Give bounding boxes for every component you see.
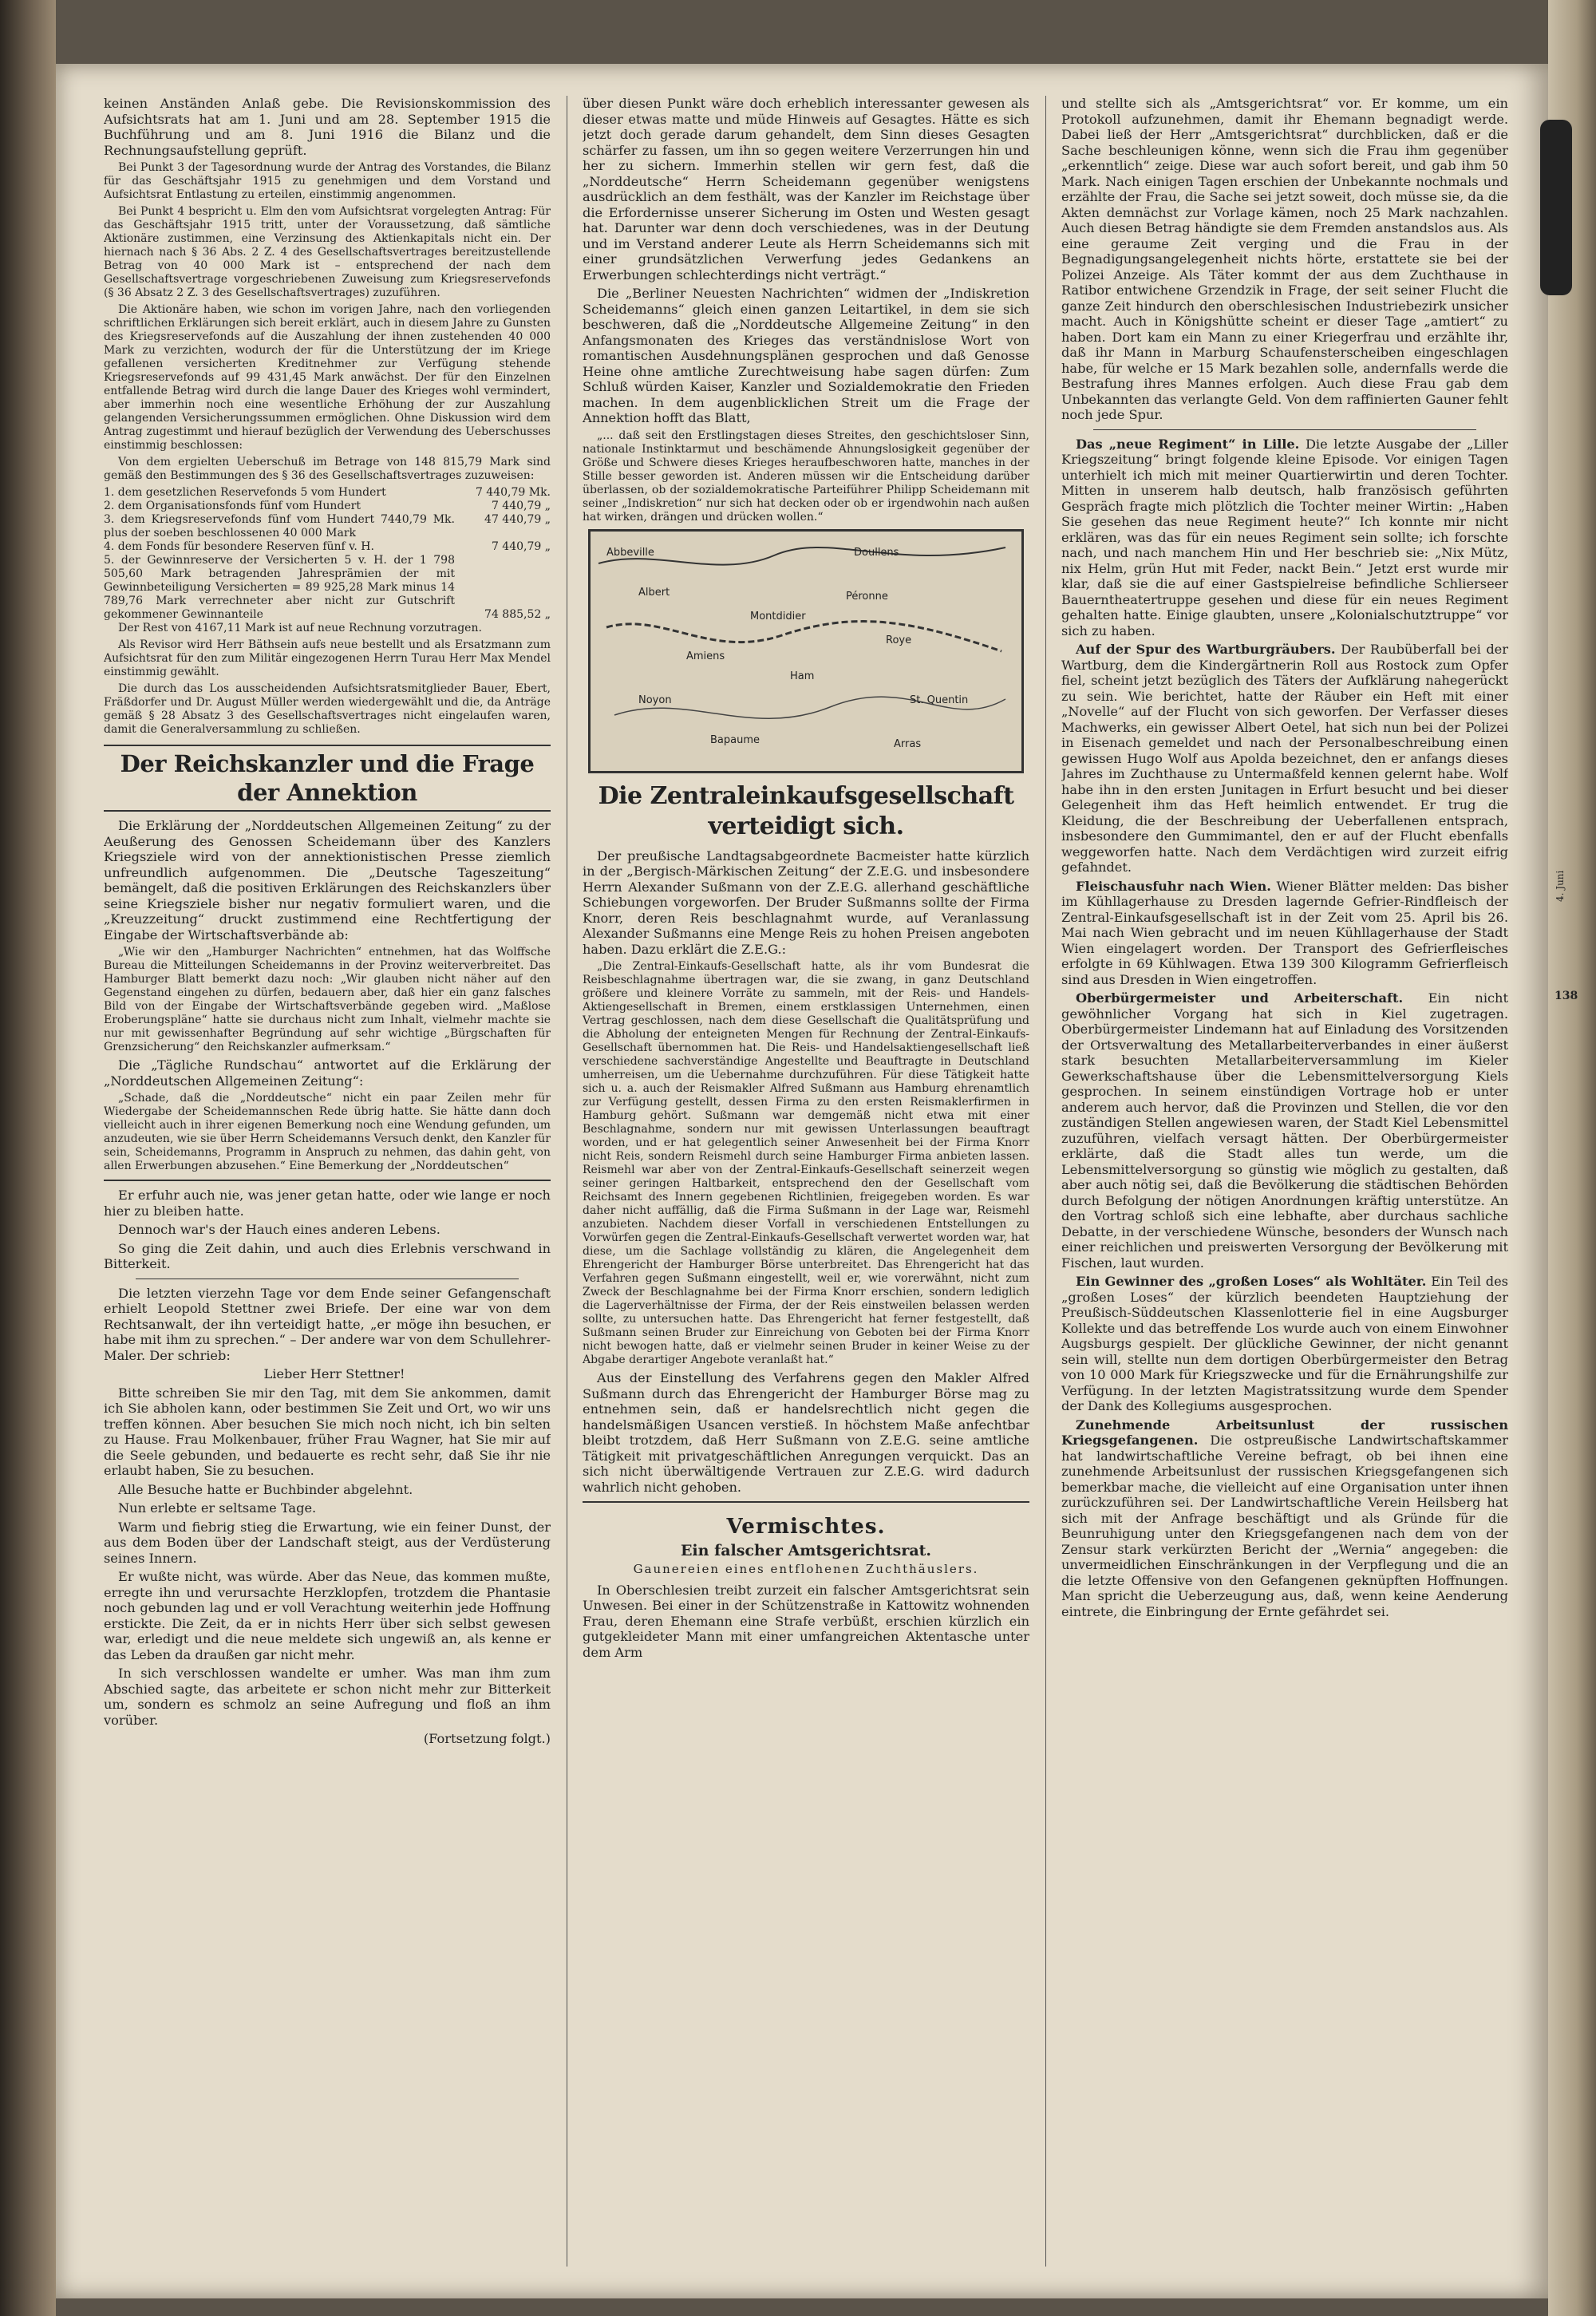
map-label: Abbeville [606,546,654,559]
paragraph: Der Rest von 4167,11 Mark ist auf neue Rechnung vorzutragen. [118,622,482,634]
paragraph: Der Raubüberfall bei der Wartburg, dem die Kindergärtnerin Roll aus Rostock zum Opfer fiel, scheint jetzt bezüglich des Täters der Aufklärung nahegerückt zu sein. Wie berichtet, hatte der Räuber ein Heft mit einer „Novelle“ auf der Flucht von sich geworfen. Der Verfasser dieses Machwerks, ein gewisser Albert Oetel, hat sich nun bei der Polizei in Eisenach gemeldet und nach der Personalbeschreibung einen gewissen Hugo Wolf aus Apolda bezeichnet, den er anfangs dieses Jahres im Zuchthause zu Untermaßfeld kennen gelernt habe. Wolf habe ihn in den ersten Junitagen in Erfurt besucht und bei dieser Gelegenheit ihm das Heft heimlich entwendet. Er trug die Kleidung, die der Beschreibung der Ueberfallenen entsprach, insbesondere den Gummimantel, den er auf der Flucht ebenfalls weggeworfen hatte. Nach dem Verdächtigen wird zurzeit eifrig gefahndet. [1061,642,1508,875]
item-value: 7 440,79 „ [491,540,551,553]
quote: „Wie wir den „Hamburger Nachrichten“ entnehmen, hat das Wolffsche Bureau die Mitteilungen Scheidemanns in der Provinz weiterverbreitet. Das Hamburger Blatt bemerkt dazu noch: „Wir glauben nicht näher auf den Gegenstand eingehen zu dürfen, bedauern aber, daß hier ein ganz falsches Bild von der Eingabe der Wirtschaftsverbände gegeben wird. „Maßlose Eroberungspläne“ hatte sie durchaus nicht zum Inhalt, vielmehr machte sie nur mit gewissenhafter Begründung auf sehr wichtige „Bürgschaften für Grenzsicherung“ den Reichskanzler aufmerksam.“ [104,946,551,1053]
story-text: Warm und fiebrig stieg die Erwartung, wie ein feiner Dunst, der aus dem Boden über der Landschaft steigt, aus der Verdüsterung seines Innern. [104,1519,551,1566]
headline: Der Reichskanzler und die Frage der Annektion [104,745,551,812]
run-in-title: Das „neue Regiment“ in Lille. [1076,436,1300,452]
quote: „... daß seit den Erstlingstagen dieses Streites, den geschichtsloser Sinn, nationale Instinktarmut und beschämende Ahnungslosigkeit gegenüber der Größe und Schwere dieses Krieges heraufbeschworen hatte, manches in der Stille besser geworden ist. Anderen müssen wir die Entscheidung darüber überlassen, ob der sozialdemokratische Parteiführer Philipp Scheidemann mit seiner „Indiskretion“ nur sich hat decken oder ob er irgendwohin nach außen hat wirken, drängen und drücken wollen.“ [583,429,1029,524]
item-value: 74 885,52 „ [484,608,551,621]
story-text: Er wußte nicht, was würde. Aber das Neue, das kommen mußte, erregte ihn und verursachte Herzklopfen, trotzdem die Phantasie noch gebunden lag und er voll Verachtung weiterhin jede Hoffnung erstickte. Die Zeit, da er in nichts Herr über sich selbst gewesen war, erledigt und die neue meldete sich ungewiß an, als kenne er das Leben da draußen gar nicht mehr. [104,1569,551,1662]
item-label: 4. dem Fonds für besondere Reserven fünf v. H. [104,540,374,553]
column-1 [104,96,551,2267]
map-label: Arras [894,737,922,750]
book-spine [0,0,56,2316]
run-in-title: Zunehmende Arbeitsunlust der russischen Kriegsgefangenen. [1061,1417,1508,1448]
paragraph: Als Revisor wird Herr Bäthsein aufs neue bestellt und als Ersatzmann zum Aufsichtsrat für den zum Militär eingezogenen Herrn Turau Herr Max Mendel einstimmig gewählt. [104,638,551,678]
map-label: Albert [638,586,670,599]
newspaper-page [56,64,1548,2298]
list-item [104,554,551,622]
story-text: So ging die Zeit dahin, und auch dies Erlebnis verschwand in Bitterkeit. [104,1240,551,1271]
item-label: 3. dem Kriegsreservefonds fünf vom Hundert 7440,79 Mk. plus der soeben beschlossenen 40 000 Mark [104,513,455,539]
map-label: Montdidier [750,610,806,622]
item-value: 7 440,79 Mk. [475,486,551,499]
quote: „Die Zentral-Einkaufs-Gesellschaft hatte, als ihr vom Bundesrat die Reisbeschlagnahme übertragen war, die sie zwang, in ganz Deutschland größere und kleinere Vorräte zu sammeln, mit der Reis- und Handels-Aktiengesellschaft in Bremen, einem erstklassigen Unternehmen, einen Vertrag geschlossen, nach dem diese Gesellschaft die Qualitätsprüfung und die Abholung der enteigneten Mengen für Rechnung der Zentral-Einkaufs-Gesellschaft übernommen hat. Die Reis- und Handelsaktiengesellschaft ließ verschiedene sachverständige Angestellte und Beauftragte in Deutschland umherreisen, um die Uebernahme durchzuführen. Für diese Tätigkeit hatte sich u. a. auch der Reismakler Alfred Sußmann aus Hamburg ehrenamtlich zur Verfügung gestellt, dessen Firma zu den ersten Reismaklerfirmen in Hamburg gehört. Sußmann war demgemäß nicht etwa mit einer Beschlagnahme, sondern nur mit gewissen Unterlassungen beauftragt worden, und er hat gelegentlich seiner Anwesenheit bei der Firma Knorr nicht Reis, sondern Reismehl durch seine Hamburger Firma anbieten lassen. Reismehl war aber von der Zentral-Einkaufs-Gesellschaft seinerzeit wegen seiner geringen Haltbarkeit, entsprechend den der Gesellschaft vom Reichsamt des Innern gegebenen Richtlinien, freigegeben worden. Es war daher nicht auffällig, daß die Firma Sußmann in der Lage war, Reismehl anzubieten. Nachdem dieser Vorfall in verschiedenen Entstellungen zu Vorwürfen gegen die Zentral-Einkaufs-Gesellschaft verwertet worden war, hat diese, um die Sachlage vollständig zu klären, die Angelegenheit dem Ehrengericht der Hamburger Börse unterbreitet. Das Ehrengericht hat das Verfahren gegen Sußmann eingestellt, weil er, wie vorerwähnt, nicht zum Zweck der Beschlagnahme bei der Firma Knorr erschien, sondern lediglich die Lagerverhältnisse der Firma, der der Reis einstweilen belassen werden sollte, zu untersuchen hatte. Das Ehrengericht hat ferner festgestellt, daß Sußmann seinen Bruder zur Einreichung von Geboten bei der Firma Knorr nicht bewogen hatte, daß er vielmehr seinen Bruder in keiner Weise zu der Abgabe derartiger Angebote veranlaßt hat.“ [583,960,1029,1366]
paragraph: Bei Punkt 4 bespricht u. Elm den vom Aufsichtsrat vorgelegten Antrag: Für das Geschäftsjahr 1915 tritt, unter der Voraussetzung, daß sämtliche Aktionäre zustimmen, eine Verzinsung des Aktienkapitals nicht ein. Der hiernach nach § 36 Abs. 2 Z. 4 des Gesellschaftsvertrages bereitzustellende Betrag von 40 000 Mark ist – entsprechend der nach dem Gesellschaftsvertrage vorgeschriebenen Zuweisung zum Kriegsreservefonds (§ 36 Absatz 2 Z. 3 des Gesellschaftsvertrages) zuzuführen. [104,205,551,299]
paragraph: Aus der Einstellung des Verfahrens gegen den Makler Alfred Sußmann durch das Ehrengericht der Hamburger Börse mag zu entnehmen sein, daß er handelsrechtlich nicht gegen die handelsmäßigen Usancen verstieß. In höchstem Maße anfechtbar bleibt trotzdem, daß Herr Sußmann von Z.E.G. seine amtliche Tätigkeit mit privatgeschäftlichen Anregungen verquickt. Das an sich nicht überwältigende Vertrauen zur Z.E.G. wird dadurch wahrlich nicht gehoben. [583,1370,1029,1495]
map-river [598,547,1005,565]
page-number-fragment: 138 [1555,990,1578,1002]
map-label: Amiens [686,650,725,662]
run-in-title: Auf der Spur des Wartburgräubers. [1076,642,1336,657]
list-item [104,540,551,554]
paragraph: Die Erklärung der „Norddeutschen Allgemeinen Zeitung“ zu der Aeußerung des Genossen Scheidemann über des Kanzlers Kriegsziele wird von der annektionistischen Presse ziemlich unfreundlich aufgenommen. Die „Deutsche Tageszeitung“ bemängelt, daß die positiven Erklärungen des Reichskanzlers über seine Kriegsziele bisher nur negativ formuliert waren, und die „Kreuzzeitung“ druckt zustimmend eine Rechtfertigung der Eingabe der Wirtschaftsverbände ab: [104,818,551,943]
divider [583,1501,1029,1503]
paragraph: Von dem ergielten Ueberschuß im Betrage von 148 815,79 Mark sind gemäß den Bestimmungen des § 36 des Gesellschaftsvertrages zuzuweisen: [104,456,551,482]
story-text: Dennoch war's der Hauch eines anderen Lebens. [118,1222,440,1237]
paragraph: In Oberschlesien treibt zurzeit ein falscher Amtsgerichtsrat sein Unwesen. Bei einer in der Schützenstraße in Kattowitz wohnenden Frau, deren Ehemann eine Strafe verbüßt, erschien kürzlich ein gutgekleideter Mann mit einer umfangreichen Aktentasche unter dem Arm [583,1582,1029,1660]
front-line [606,621,1001,650]
map-drawing [591,532,1017,766]
item-label: 1. dem gesetzlichen Reservefonds 5 vom Hundert [104,486,386,499]
paragraph: Ein nicht gewöhnlicher Vorgang hat sich in Kiel zugetragen. Oberbürgermeister Lindemann hat auf Einladung des Vorsitzenden der Ortsverwaltung des Metallarbeiterverbandes in einer äußerst stark besuchten Metallarbeiterversammlung im Kieler Gewerkschaftshause über die Lebensmittelversorgung Kiels gesprochen. In seinem einstündigen Vortrage hob er unter anderem auch hervor, daß die Provinzen und Stellen, die vor den zuständigen Stellen angewiesen waren, der Stadt Kiel Lebensmittel zuzuführen, vielfach versagt hätten. Der Oberbürgermeister erklärte, daß die Stadt alles tun werde, um die Lebensmittelversorgung so günstig wie möglich zu gestalten, daß aber auch nötig sei, daß die Bevölkerung die städtischen Behörden durch Befolgung der nötigen Anordnungen kräftig unterstütze. An den Vortrag schloß sich eine lebhafte, aber durchaus sachliche Debatte, in der verschiedene Wünsche, besonders der Wunsch nach einer reichlichen und preiswerten Versorgung der Bevölkerung mit Fischen, laut wurden. [1061,990,1508,1271]
next-page-edge [1548,0,1596,2316]
article-subtitle: Gaunereien eines entflohenen Zuchthäuslers. [633,1562,979,1576]
paragraph: Die letzte Ausgabe der „Liller Kriegszeitung“ bringt folgende kleine Episode. Vor einigen Tagen unterhielt ich mich mit meiner Quartierwirtin und deren Tochter. Mitten in unserem halb deutsch, halb französisch geführten Gespräch fragte mich plötzlich die Tochter meiner Wirtin: „Haben Sie gesehen das neue Regiment heute?“ Ich konnte mir nicht erklären, was das für ein neues Regiment sein sollte; ich forschte nach, und nach manchem Hin und Her beschrieb sie: „Nix Mütz, nix Helm, grün Hut mit Feder, nackt Bein.“ Jetzt erst wurde mir klar, daß sie die auf einer Gastspielreise befindliche Schlierseer Bauerntheatertruppe gesehen und diese für ein neues Regiment gehalten hatte. Einige glaubten, unsere „Kolonialschutztruppe“ vor sich zu haben. [1061,436,1508,638]
article-title: Ein falscher Amtsgerichtsrat. [680,1542,932,1559]
front-map [588,529,1024,773]
column-2 [583,96,1029,2267]
divider [1093,429,1476,430]
paragraph: Bei Punkt 3 der Tagesordnung wurde der Antrag des Vorstandes, die Bilanz für das Geschäftsjahr 1915 zu genehmigen und dem Vorstand und Aufsichtsrat Entlastung zu erteilen, einstimmig angenommen. [104,161,551,201]
item-label: 5. der Gewinnreserve der Versicherten 5 v. H. der 1 798 505,60 Mark betragenden Jahresprämien der mit Gewinnbeteiligung Versicherten = 89 925,28 Mark minus 14 789,76 Mark verrechneter aber nicht zur Gutschrift gekommener Gewinnanteile [104,554,455,621]
column-3 [1061,96,1508,2267]
paragraph: Die durch das Los ausscheidenden Aufsichtsratsmitglieder Bauer, Ebert, Fräßdorfer und Dr. August Müller werden wiedergewählt und die, da Anträge gemäß § 28 Absatz 3 des Gesellschaftsvertrages nicht eingelaufen waren, damit die Generalversammlung zu schließen. [104,682,551,736]
letter-salutation: Lieber Herr Stettner! [263,1366,405,1381]
run-in-title: Ein Gewinner des „großen Loses“ als Wohltäter. [1076,1274,1427,1289]
story-text: Die letzten vierzehn Tage vor dem Ende seiner Gefangenschaft erhielt Leopold Stettner zwei Briefe. Der eine war von dem Rechtsanwalt, der ihn verteidigt hatte, „er möge ihn besuchen, er habe mit ihm zu sprechen.“ – Der andere war von dem Schullehrer-Maler. Der schrieb: [104,1285,551,1363]
column-rule [1045,96,1046,2267]
paragraph: Wiener Blätter melden: Das bisher im Kühllagerhause zu Dresden lagernde Gefrier-Rindfleisch der Zentral-Einkaufsgesellschaft ist in der Zeit vom 25. April bis 26. Mai nach Wien gebracht und im neuen Kühllagerhause der Stadt Wien eingelagert worden. Der Transport des Gefrierfleisches erfolgte in 69 Kühlwagen. Etwa 139 300 Kilogramm Gefrierfleisch sind aus Dresden in Wien eingetroffen. [1061,878,1508,987]
paragraph: Die „Berliner Neuesten Nachrichten“ widmen der „Indiskretion Scheidemanns“ gleich einen ganzen Leitartikel, in dem sie sich beschweren, daß die „Norddeutsche Allgemeine Zeitung“ in den Anfangsmonaten des Krieges das verständnislose Wort von romantischen Ausdehnungsplänen gesprochen und daß Genosse Heine ohne amtliche Zurechtweisung habe sagen dürfen: Zum Schluß würden Kaiser, Kanzler und Sozialdemokratie den Frieden machen. In dem augenblicklichen Streit um die Frage der Annektion hofft das Blatt, [583,286,1029,425]
run-in-title: Oberbürgermeister und Arbeiterschaft. [1076,990,1404,1006]
map-label: Doullens [854,546,899,559]
story-text: Bitte schreiben Sie mir den Tag, mit dem Sie ankommen, damit ich Sie abholen kann, oder bestimmen Sie Zeit und Ort, wo wir uns treffen können. Aber besuchen Sie mich noch nicht, ich bin selten zu Hause. Frau Molkenbauer, früher Frau Wagner, hat Sie mir auf die Seele gebunden, und bedauerte es recht sehr, daß Sie ihr nie erlaubt haben, Sie zu besuchen. [104,1385,551,1478]
date-fragment: 4. Juni [1555,870,1566,902]
item-label: 2. dem Organisationsfonds fünf vom Hundert [104,500,361,512]
paragraph: Ein Teil des „großen Loses“ der kürzlich beendeten Hauptziehung der Preußisch-Süddeutschen Klassenlotterie fiel in eine Augsburger Kollekte und das betreffende Los wurde auch von einem Einwohner Augsburgs gespielt. Der glückliche Gewinner, der nicht genannt sein will, stellte nun dem dortigen Oberbürgermeister den Betrag von 10 000 Mark für Kriegszwecke und für die Ernährungshilfe zur Verfügung. In der letzten Magistratssitzung wurde dem Spender der Dank des Kollegiums ausgesprochen. [1061,1274,1508,1413]
map-label: Ham [790,670,815,682]
divider [104,1180,551,1181]
section-title: Vermischtes. [726,1515,886,1539]
continued-note: (Fortsetzung folgt.) [423,1731,551,1746]
item-value: 47 440,79 „ [484,513,551,526]
paragraph: keinen Anständen Anlaß gebe. Die Revisionskommission des Aufsichtsrats hat am 1. Juni und am 28. September 1915 die Buchführung und am 8. Juni 1916 die Bilanz und die Rechnungsaufstellung geprüft. [104,96,551,158]
paragraph: Die Aktionäre haben, wie schon im vorigen Jahre, nach den vorliegenden schriftlichen Erklärungen sich bereit erklärt, auch in diesem Jahre zu Gunsten des Kriegsreservefonds auf die Auszahlung der ihnen zustehenden 40 000 Mark zu verzichten, wodurch der für die Unterstützung der im Kriege gefallenen versicherten Kreditnehmer zur Verfügung stehende Kriegsreservefonds auf 99 431,45 Mark anwächst. Der für den Einzelnen entfallende Betrag wird durch die lange Dauer des Krieges wohl vermindert, aber immerhin noch eine wesentliche Erhöhung der zur Auszahlung gelangenden Versicherungssummen ermöglichen. Ohne Diskussion wird dem Antrag zugestimmt und hierauf bezüglich der Verwendung des Ueberschusses einstimmig beschlossen: [104,303,551,452]
headline: Die Zentraleinkaufsgesellschaft verteidigt sich. [598,781,1014,840]
list-item [104,486,551,500]
paragraph: Die ostpreußische Landwirtschaftskammer hat landwirtschaftliche Vereine befragt, ob bei ihnen eine zunehmende Arbeitsunlust der russischen Kriegsgefangenen sich bemerkbar mache, die vielleicht auf eine Organisation unter ihnen zurückzuführen sei. Der Landwirtschaftliche Verein Heilsberg hat sich mit der Anfrage beschäftigt und als Gründe für die Beunruhigung unter den Kriegsgefangenen nach dem von der Zensur stark verkürzten Bericht der „Wernia“ angegeben: die unvermeidlichen Einschränkungen in der Verpflegung und die an die letzte Offensive von den Gefangenen geknüpften Hoffnungen. Man spricht die Ueberzeugung aus, daß, wenn keine Aenderung eintrete, die Einbringung der Ernte gefährdet sei. [1061,1433,1508,1619]
map-label: St. Quentin [910,694,969,706]
item-value: 7 440,79 „ [491,500,551,512]
headline-fragment [1540,120,1572,295]
run-in-title: Fleischausfuhr nach Wien. [1076,878,1271,894]
map-label: Péronne [846,590,888,603]
story-text: Nun erlebte er seltsame Tage. [118,1500,317,1516]
map-label: Roye [886,634,912,646]
allocation-list [104,486,551,622]
story-text: Alle Besuche hatte er Buchbinder abgelehnt. [118,1481,413,1497]
map-label: Noyon [638,694,672,706]
list-item [104,500,551,513]
paragraph: Die „Tägliche Rundschau“ antwortet auf die Erklärung der „Norddeutschen Allgemeinen Zeitung“: [104,1057,551,1089]
paragraph: über diesen Punkt wäre doch erheblich interessanter gewesen als dieser etwas matte und müde Hinweis auf Gesagtes. Hätte es sich jetzt doch gerade darum gehandelt, dem Sinn dieses Gesagten schärfer zu fassen, um ihn so gegen weitere Verzerrungen hin und her zu sichern. Immerhin stellen wir gern fest, daß die „Norddeutsche“ Herrn Scheidemann gegenüber wenigstens ausdrücklich an dem festhält, was der Kanzler im Reichstage über die Erfordernisse unserer Sicherung im Osten und Westen gesagt hat. Darunter war denn doch verschiedenes, was in der Deutung und im Verstand anderer Leute als Herrn Scheidemanns sich mit einer grundsätzlichen Verwerfung jedes Gedankens an Erwerbungen schlechterdings nicht verträgt.“ [583,96,1029,283]
list-item [104,513,551,540]
quote: „Schade, daß die „Norddeutsche“ nicht ein paar Zeilen mehr für Wiedergabe der Scheidemannschen Rede übrig hatte. Sie hätte dann doch vielleicht auch in ihrer eigenen Bemerkung noch eine Wendung gefunden, um anzudeuten, wie sie über Herrn Scheidemanns Versuch denkt, den Kanzler für sein, Scheidemanns, Programm in Anspruch zu nehmen, das dahin geht, von allen Erwerbungen abzusehen.“ Eine Bemerkung der „Norddeutschen“ [104,1092,551,1172]
map-label: Bapaume [710,733,760,746]
paragraph: Der preußische Landtagsabgeordnete Bacmeister hatte kürzlich in der „Bergisch-Märkischen Zeitung“ der Z.E.G. und insbesondere Herrn Alexander Sußmann von der Z.E.G. allerhand geschäftliche Schiebungen vorgeworfen. Der Bruder Sußmanns sollte der Firma Knorr, deren Reis beschlagnahmt wurde, auf Veranlassung Alexander Sußmanns eine Menge Reis zu hohen Preisen angeboten haben. Dazu erklärt die Z.E.G.: [583,848,1029,957]
story-text: Er erfuhr auch nie, was jener getan hatte, oder wie lange er noch hier zu bleiben hatte. [104,1188,551,1219]
story-text: In sich verschlossen wandelte er umher. Was man ihm zum Abschied sagte, das arbeitete er schon nicht mehr zur Bitterkeit um, sondern es schmolz an seine Aufregung und floß an ihm vorüber. [104,1666,551,1728]
paragraph: und stellte sich als „Amtsgerichtsrat“ vor. Er komme, um ein Protokoll aufzunehmen, damit ihr Ehemann begnadigt werde. Dabei ließ der Herr „Amtsgerichtsrat“ durchblicken, daß er die Sache beschleunigen könne, wenn sich die Frau ihm gegenüber „erkenntlich“ zeige. Diese war auch sofort bereit, und gab ihm 50 Mark. Nach einigen Tagen erschien der Unbekannte nochmals und erzählte der Frau, die Sache sei jetzt soweit, doch müsse sie, da die Akten demnächst zur Vorlage kämen, noch 25 Mark nachzahlen. Auch diesen Betrag händigte sie dem Fremden anstandslos aus. Als eine geraume Zeit verging und die Frau in der Begnadigungsangelegenheit nichts hörte, erstattete sie bei der Polizei Anzeige. Als Täter kommt der aus dem Zuchthause in Ratibor entwichene Grzendzik in Frage, der seit seiner Flucht die ganze Zeit hindurch den oberschlesischen Industriebezirk unsicher macht. Auch in Königshütte scheint er dieser Tage „amtiert“ zu haben. Dort kam ein Mann zu einer Kriegerfrau und erzählte ihr, daß ihr Mann in Marburg Schaufensterscheiben eingeschlagen habe, für welche er 15 Mark bezahlen solle, andernfalls werde die Bestrafung ihres Mannes erfolgen. Auch diese Frau gab dem Unbekannten das verlangte Geld. Von dem raffinierten Gauner fehlt noch jede Spur. [1061,96,1508,422]
